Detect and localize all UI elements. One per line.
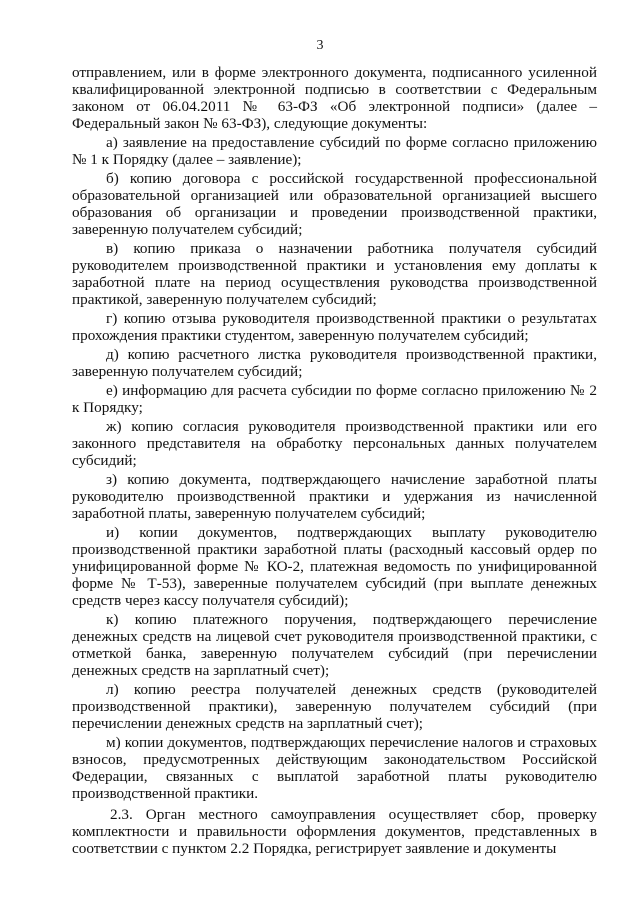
list-item-d: д) копию расчетного листка руководителя производственной практики, заверенную получателем субсидий; [72, 346, 597, 380]
list-item-a: а) заявление на предоставление субсидий по форме согласно приложению № 1 к Порядку (далее – заявление); [72, 134, 597, 168]
paragraph-intro: отправлением, или в форме электронного документа, подписанного усиленной квалифицированной электронной подписью в соответствии с Федеральным законом от 06.04.2011 № 63-ФЗ «Об электронной подписи» (далее – Федеральный закон № 63-ФЗ), следующие документы: [72, 64, 597, 132]
list-item-v: в) копию приказа о назначении работника получателя субсидий руководителем производственной практики и установления ему доплаты к заработной плате на период осуществления руководства производственной практикой, заверенную получателем субсидий; [72, 240, 597, 308]
list-item-m: м) копии документов, подтверждающих перечисление налогов и страховых взносов, предусмотренных действующим законодательством Российской Федерации, связанных с выплатой заработной платы руководителю производственной практики. [72, 734, 597, 802]
list-item-b: б) копию договора с российской государственной профессиональной образовательной организацией или образовательной организацией высшего образования об организации и проведении производственной практики, заверенную получателем субсидий; [72, 170, 597, 238]
list-item-i: и) копии документов, подтверждающих выплату руководителю производственной практики заработной платы (расходный кассовый ордер по унифицированной форме № КО-2, платежная ведомость по унифицированной форме № Т-53), заверенные получателем субсидий (при выплате денежных средств через кассу получателя субсидий); [72, 524, 597, 609]
list-item-e: е) информацию для расчета субсидии по форме согласно приложению № 2 к Порядку; [72, 382, 597, 416]
list-item-z: з) копию документа, подтверждающего начисление заработной платы руководителю производственной практики и удержания из начисленной заработной платы, заверенную получателем субсидий; [72, 471, 597, 522]
list-item-zh: ж) копию согласия руководителя производственной практики или его законного представителя на обработку персональных данных получателем субсидий; [72, 418, 597, 469]
list-item-g: г) копию отзыва руководителя производственной практики о результатах прохождения практики студентом, заверенную получателем субсидий; [72, 310, 597, 344]
document-body [72, 64, 597, 857]
page-number: 3 [316, 38, 324, 53]
list-item-l: л) копию реестра получателей денежных средств (руководителей производственной практики), заверенную получателем субсидий (при перечислении денежных средств на зарплатный счет); [72, 681, 597, 732]
list-item-k: к) копию платежного поручения, подтверждающего перечисление денежных средств на лицевой счет руководителя производственной практики, с отметкой банка, заверенную получателем субсидий (при перечислении денежных средств на зарплатный счет); [72, 611, 597, 679]
section-2-3-paragraph: 2.3. Орган местного самоуправления осуществляет сбор, проверку комплектности и правильности оформления документов, представленных в соответствии с пунктом 2.2 Порядка, регистрирует заявление и документы [72, 806, 597, 857]
